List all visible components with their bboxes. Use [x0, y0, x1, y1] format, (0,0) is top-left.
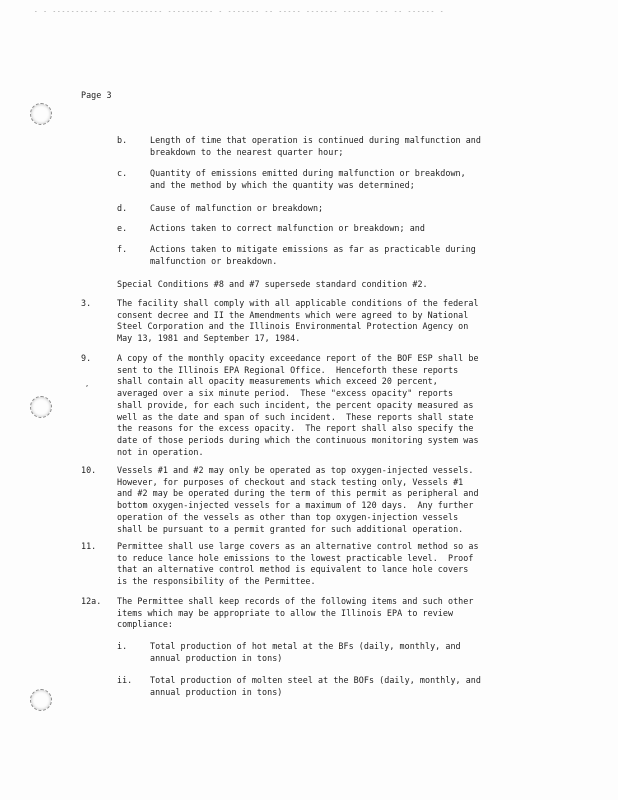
list-item-text: Length of time that operation is continued during malfunction and: [150, 135, 481, 145]
condition-text: the reasons for the excess opacity. The report shall also specify the: [117, 423, 474, 434]
condition-number: 9.: [81, 353, 92, 363]
condition-text: date of those periods during which the continuous monitoring system was: [117, 434, 479, 445]
page-label: Page 3: [81, 90, 112, 100]
condition-text: that an alternative control method is equivalent to lance hole covers: [117, 564, 469, 575]
condition-text: compliance:: [117, 619, 174, 630]
condition-text: and #2 may be operated during the term of this permit as peripheral and: [117, 488, 479, 499]
condition-text: items which may be appropriate to allow the Illinois EPA to review: [117, 607, 454, 618]
scan-artifact: - - ---------- --- --------- ---------- - ------- -- ----- ------- ------ --- -- ------ -: [34, 8, 445, 14]
condition-text: to reduce lance hole emissions to the lowest practicable level. Proof: [117, 552, 474, 563]
list-item-text: Quantity of emissions emitted during malfunction or breakdown,: [150, 168, 466, 178]
list-item-text: Cause of malfunction or breakdown;: [150, 203, 324, 213]
condition-number: 3.: [81, 298, 92, 308]
list-item-text: Total production of molten steel at the BOFs (daily, monthly, and: [150, 675, 481, 685]
condition-text: The Permittee shall keep records of the following items and such other: [117, 596, 474, 606]
condition-text: Permittee shall use large covers as an alternative control method so as: [117, 541, 479, 551]
condition-text: consent decree and II the Amendments which were agreed to by National: [117, 309, 469, 320]
list-item-marker: c.: [117, 168, 128, 178]
condition-number: 12a.: [81, 596, 102, 606]
condition-text: shall provide, for each such incident, the percent opacity measured as: [117, 399, 474, 410]
special-note: Special Conditions #8 and #7 supersede standard condition #2.: [117, 279, 428, 289]
list-item-marker: f.: [117, 244, 128, 254]
condition-text: averaged over a six minute period. These "excess opacity" reports: [117, 388, 454, 399]
condition-text: However, for purposes of checkout and stack testing only, Vessels #1: [117, 476, 464, 487]
condition-number: 11.: [81, 541, 97, 551]
list-item-text: annual production in tons): [150, 686, 283, 697]
condition-text: shall contain all opacity measurements which exceed 20 percent,: [117, 376, 438, 387]
list-item-marker: b.: [117, 135, 128, 145]
condition-text: bottom oxygen-injected vessels for a maximum of 120 days. Any further: [117, 500, 474, 511]
condition-text: Steel Corporation and the Illinois Environmental Protection Agency on: [117, 321, 469, 332]
condition-text: is the responsibility of the Permittee.: [117, 576, 316, 587]
condition-text: Vessels #1 and #2 may only be operated as top oxygen-injected vessels.: [117, 465, 474, 475]
list-item-text: and the method by which the quantity was determined;: [150, 179, 415, 190]
list-item-text: Actions taken to mitigate emissions as far as practicable during: [150, 244, 476, 254]
condition-text: well as the date and span of such incident. These reports shall state: [117, 411, 474, 422]
list-item-text: breakdown to the nearest quarter hour;: [150, 146, 344, 157]
list-item-marker: i.: [117, 641, 128, 651]
condition-text: shall be pursuant to a permit granted for such additional operation.: [117, 523, 464, 534]
condition-text: operation of the vessels as other than top oxygen-injection vessels: [117, 511, 459, 522]
margin-mark: ,: [85, 380, 90, 388]
condition-text: not in operation.: [117, 446, 204, 457]
condition-text: sent to the Illinois EPA Regional Office. Henceforth these reports: [117, 364, 459, 375]
condition-number: 10.: [81, 465, 97, 475]
list-item-text: malfunction or breakdown.: [150, 255, 278, 266]
list-item-text: Actions taken to correct malfunction or breakdown; and: [150, 223, 425, 233]
list-item-marker: e.: [117, 223, 128, 233]
condition-text: The facility shall comply with all applicable conditions of the federal: [117, 298, 479, 308]
list-item-text: Total production of hot metal at the BFs (daily, monthly, and: [150, 641, 461, 651]
list-item-marker: ii.: [117, 675, 133, 685]
condition-text: A copy of the monthly opacity exceedance report of the BOF ESP shall be: [117, 353, 479, 363]
list-item-text: annual production in tons): [150, 652, 283, 663]
condition-text: May 13, 1981 and September 17, 1984.: [117, 333, 301, 344]
list-item-marker: d.: [117, 203, 128, 213]
